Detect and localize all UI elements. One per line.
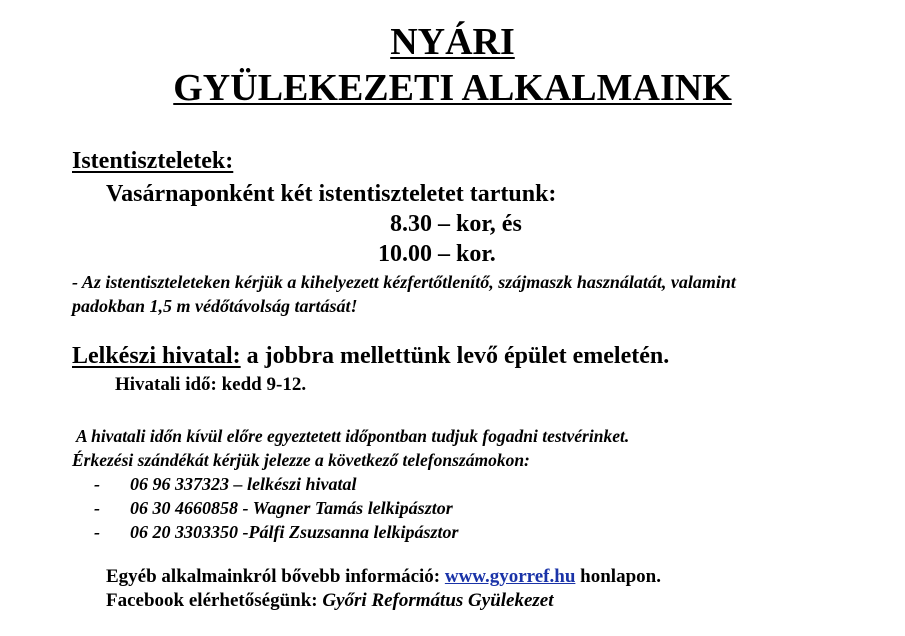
website-link[interactable]: www.gyorref.hu bbox=[444, 566, 576, 587]
list-dash: - bbox=[94, 498, 100, 518]
service-time-2: 10.00 – kor. bbox=[378, 241, 496, 267]
page-title-line-2 bbox=[0, 66, 905, 110]
appointment-line-1: A hivatali időn kívül előre egyeztetett időpontban tudjuk fogadni testvérinket. bbox=[76, 426, 630, 446]
office-location: a jobbra mellettünk levő épület emeletén. bbox=[240, 343, 670, 369]
facebook-name: Győri Református Gyülekezet bbox=[322, 590, 554, 611]
service-time-1: 8.30 – kor, és bbox=[390, 211, 522, 237]
phone-entry: 06 20 3303350 -Pálfi Zsuzsanna lelkipásztor bbox=[130, 522, 459, 542]
phone-entry: 06 30 4660858 - Wagner Tamás lelkipásztor bbox=[130, 498, 453, 518]
page-title-line-1 bbox=[0, 20, 905, 64]
phone-entry: 06 96 337323 – lelkészi hivatal bbox=[130, 474, 357, 494]
services-intro: Vasárnaponként két istentiszteletet tartunk: bbox=[106, 181, 557, 207]
footer-facebook bbox=[106, 590, 554, 612]
facebook-prefix: Facebook elérhetőségünk: bbox=[106, 590, 323, 611]
office-line bbox=[72, 343, 669, 370]
title-text-2: GYÜLEKEZETI ALKALMAINK bbox=[173, 67, 732, 109]
services-note-line-2: padokban 1,5 m védőtávolság tartását! bbox=[72, 296, 358, 316]
phone-list-item bbox=[94, 522, 459, 543]
list-dash: - bbox=[94, 474, 100, 494]
services-heading: Istentiszteletek: bbox=[72, 148, 234, 174]
footer-info bbox=[106, 566, 661, 588]
footer-info-suffix: honlapon. bbox=[575, 566, 661, 587]
services-note-line-1: - Az istentiszteleteken kérjük a kihelyezett kézfertőtlenítő, szájmaszk használatát, valamint bbox=[72, 272, 736, 292]
office-heading: Lelkészi hivatal: bbox=[72, 343, 241, 369]
appointment-line-2: Érkezési szándékát kérjük jelezze a következő telefonszámokon: bbox=[72, 450, 530, 470]
list-dash: - bbox=[94, 522, 100, 542]
office-hours: Hivatali idő: kedd 9-12. bbox=[115, 374, 307, 395]
phone-list-item bbox=[94, 474, 357, 495]
footer-info-prefix: Egyéb alkalmainkról bővebb információ: bbox=[106, 566, 445, 587]
phone-list-item bbox=[94, 498, 453, 519]
title-text-1: NYÁRI bbox=[390, 21, 515, 63]
